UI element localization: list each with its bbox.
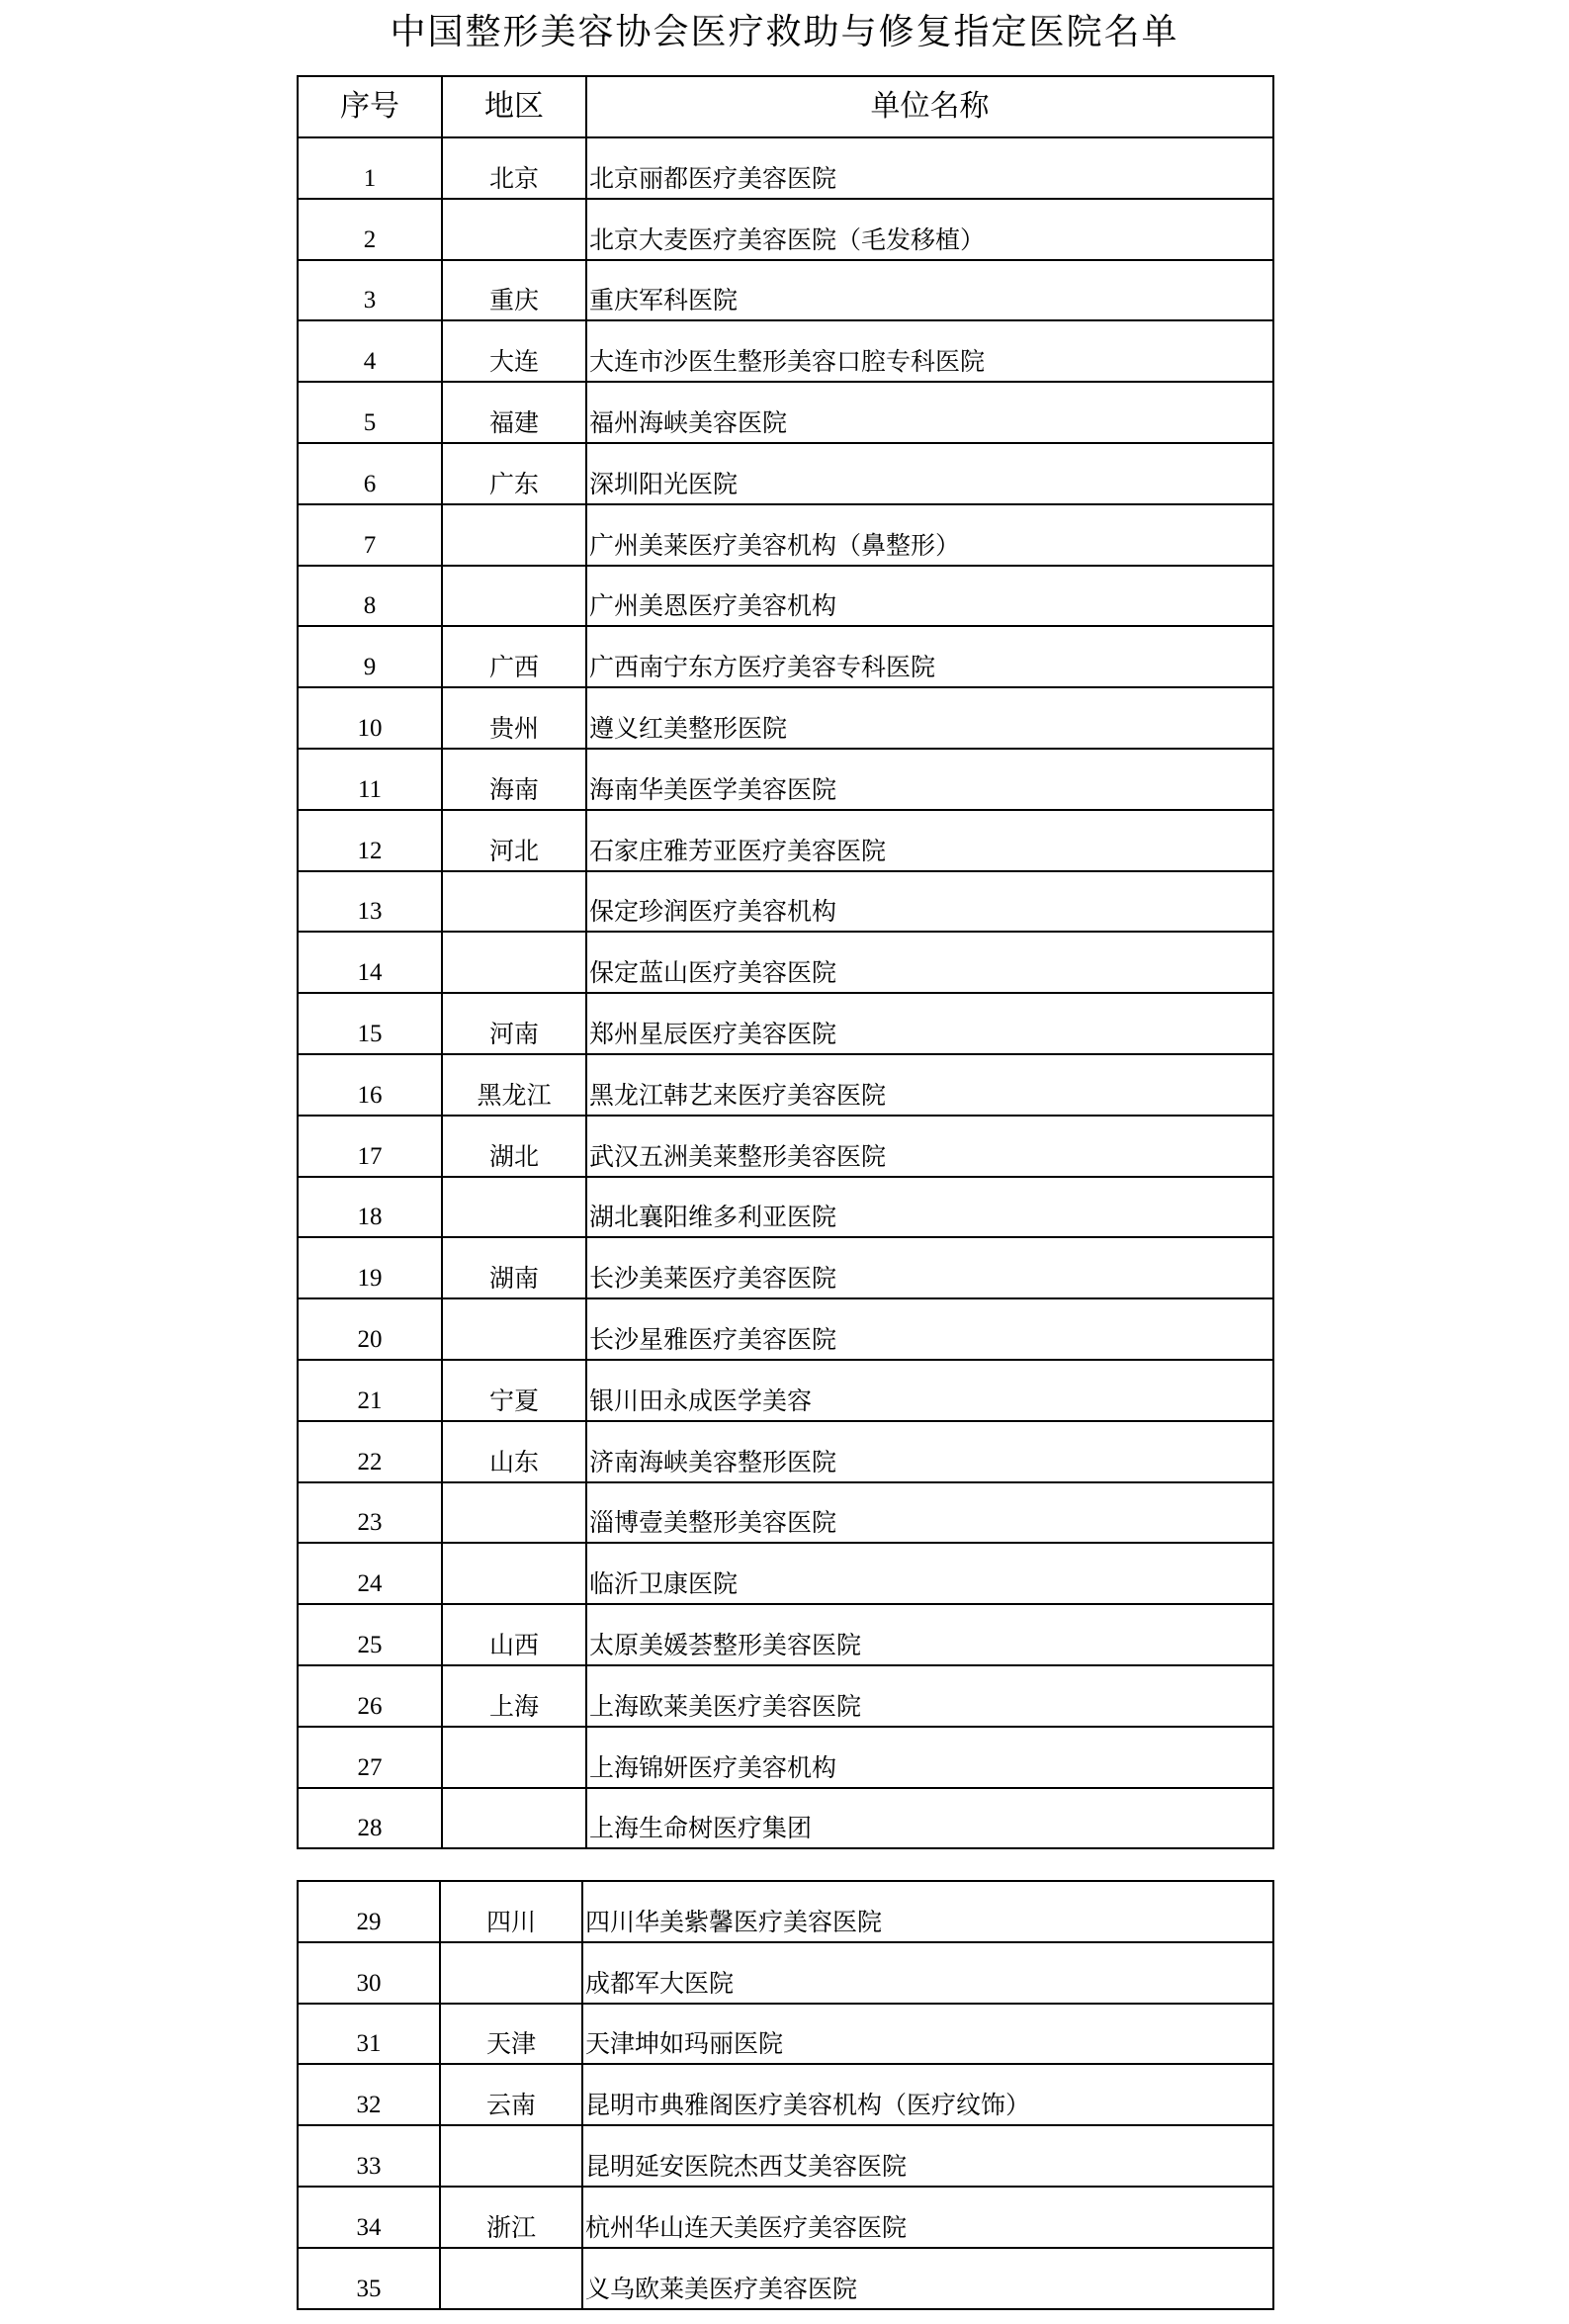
cell-region: 山东: [442, 1421, 586, 1482]
cell-number: 23: [298, 1482, 442, 1544]
cell-region: 海南: [442, 749, 586, 810]
cell-organization-name: 昆明延安医院杰西艾美容医院: [582, 2125, 1273, 2187]
cell-organization-name: 大连市沙医生整形美容口腔专科医院: [586, 320, 1273, 382]
cell-number: 26: [298, 1665, 442, 1727]
cell-number: 17: [298, 1116, 442, 1177]
cell-region: [442, 1298, 586, 1360]
cell-organization-name: 杭州华山连天美医疗美容医院: [582, 2187, 1273, 2248]
table-row: [298, 137, 1273, 199]
cell-number: 33: [298, 2125, 440, 2187]
table-row: [298, 626, 1273, 687]
cell-number: 25: [298, 1604, 442, 1665]
cell-number: 31: [298, 2004, 440, 2065]
table-row: [298, 1665, 1273, 1727]
cell-number: 32: [298, 2064, 440, 2125]
cell-organization-name: 湖北襄阳维多利亚医院: [586, 1177, 1273, 1238]
table-row: [298, 199, 1273, 260]
table-row: [298, 2187, 1273, 2248]
cell-number: 20: [298, 1298, 442, 1360]
cell-number: 28: [298, 1788, 442, 1849]
cell-organization-name: 成都军大医院: [582, 1942, 1273, 2004]
cell-number: 10: [298, 687, 442, 749]
cell-organization-name: 天津坤如玛丽医院: [582, 2004, 1273, 2065]
cell-organization-name: 石家庄雅芳亚医疗美容医院: [586, 810, 1273, 871]
table-row: [298, 1360, 1273, 1421]
table-row: [298, 260, 1273, 321]
cell-number: 24: [298, 1543, 442, 1604]
cell-region: 重庆: [442, 260, 586, 321]
cell-organization-name: 上海锦妍医疗美容机构: [586, 1727, 1273, 1788]
table-row: [298, 1543, 1273, 1604]
cell-organization-name: 北京丽都医疗美容医院: [586, 137, 1273, 199]
hospital-table-part-2: [297, 1880, 1274, 2310]
table-row: [298, 2248, 1273, 2309]
cell-number: 14: [298, 932, 442, 993]
cell-region: 湖北: [442, 1116, 586, 1177]
cell-number: 11: [298, 749, 442, 810]
cell-region: [442, 1543, 586, 1604]
cell-region: 浙江: [440, 2187, 582, 2248]
cell-region: [442, 932, 586, 993]
table-row: [298, 1116, 1273, 1177]
cell-organization-name: 北京大麦医疗美容医院（毛发移植）: [586, 199, 1273, 260]
cell-number: 35: [298, 2248, 440, 2309]
cell-region: 山西: [442, 1604, 586, 1665]
cell-organization-name: 四川华美紫馨医疗美容医院: [582, 1881, 1273, 1942]
cell-region: [442, 1788, 586, 1849]
cell-organization-name: 临沂卫康医院: [586, 1543, 1273, 1604]
cell-number: 1: [298, 137, 442, 199]
cell-region: [440, 2248, 582, 2309]
cell-organization-name: 长沙星雅医疗美容医院: [586, 1298, 1273, 1360]
cell-region: [442, 566, 586, 627]
table-body-part-1: [298, 137, 1273, 1848]
cell-organization-name: 上海生命树医疗集团: [586, 1788, 1273, 1849]
table-row: [298, 320, 1273, 382]
cell-organization-name: 深圳阳光医院: [586, 443, 1273, 504]
cell-region: 宁夏: [442, 1360, 586, 1421]
cell-region: 上海: [442, 1665, 586, 1727]
table-row: [298, 566, 1273, 627]
table-row: [298, 993, 1273, 1054]
cell-organization-name: 广州美莱医疗美容机构（鼻整形）: [586, 504, 1273, 566]
cell-number: 3: [298, 260, 442, 321]
table-row: [298, 1421, 1273, 1482]
cell-organization-name: 保定珍润医疗美容机构: [586, 871, 1273, 933]
cell-region: 广西: [442, 626, 586, 687]
table-row: [298, 1237, 1273, 1298]
cell-number: 16: [298, 1054, 442, 1116]
cell-organization-name: 郑州星辰医疗美容医院: [586, 993, 1273, 1054]
cell-region: 天津: [440, 2004, 582, 2065]
table-row: [298, 2004, 1273, 2065]
table-row: [298, 1482, 1273, 1544]
cell-organization-name: 义乌欧莱美医疗美容医院: [582, 2248, 1273, 2309]
cell-number: 2: [298, 199, 442, 260]
cell-organization-name: 广州美恩医疗美容机构: [586, 566, 1273, 627]
cell-number: 9: [298, 626, 442, 687]
cell-number: 6: [298, 443, 442, 504]
cell-region: [442, 199, 586, 260]
table-row: [298, 871, 1273, 933]
table-body-part-2: [298, 1881, 1273, 2309]
table-row: [298, 810, 1273, 871]
table-row: [298, 932, 1273, 993]
table-row: [298, 749, 1273, 810]
cell-region: [440, 2125, 582, 2187]
cell-number: 4: [298, 320, 442, 382]
cell-organization-name: 银川田永成医学美容: [586, 1360, 1273, 1421]
cell-region: 黑龙江: [442, 1054, 586, 1116]
cell-organization-name: 遵义红美整形医院: [586, 687, 1273, 749]
cell-number: 22: [298, 1421, 442, 1482]
cell-number: 15: [298, 993, 442, 1054]
document-title: 中国整形美容协会医疗救助与修复指定医院名单: [390, 12, 1179, 52]
table-header-row: [298, 76, 1273, 137]
cell-region: [442, 871, 586, 933]
cell-region: 广东: [442, 443, 586, 504]
table-row: [298, 1727, 1273, 1788]
table-row: [298, 1177, 1273, 1238]
cell-number: 8: [298, 566, 442, 627]
cell-region: [442, 504, 586, 566]
cell-region: [442, 1482, 586, 1544]
cell-organization-name: 武汉五洲美莱整形美容医院: [586, 1116, 1273, 1177]
cell-number: 34: [298, 2187, 440, 2248]
hospital-table-part-1: [297, 75, 1274, 1849]
cell-number: 18: [298, 1177, 442, 1238]
cell-organization-name: 上海欧莱美医疗美容医院: [586, 1665, 1273, 1727]
cell-region: 湖南: [442, 1237, 586, 1298]
cell-region: [442, 1727, 586, 1788]
cell-region: 河北: [442, 810, 586, 871]
cell-number: 19: [298, 1237, 442, 1298]
table-row: [298, 1054, 1273, 1116]
cell-organization-name: 昆明市典雅阁医疗美容机构（医疗纹饰）: [582, 2064, 1273, 2125]
column-header-number: 序号: [298, 76, 442, 137]
cell-region: 北京: [442, 137, 586, 199]
cell-region: [440, 1942, 582, 2004]
table-row: [298, 2125, 1273, 2187]
table-row: [298, 1604, 1273, 1665]
cell-number: 7: [298, 504, 442, 566]
table-row: [298, 1942, 1273, 2004]
cell-organization-name: 海南华美医学美容医院: [586, 749, 1273, 810]
table-row: [298, 1788, 1273, 1849]
cell-organization-name: 福州海峡美容医院: [586, 382, 1273, 443]
cell-region: 贵州: [442, 687, 586, 749]
cell-organization-name: 淄博壹美整形美容医院: [586, 1482, 1273, 1544]
cell-organization-name: 太原美媛荟整形美容医院: [586, 1604, 1273, 1665]
cell-region: 四川: [440, 1881, 582, 1942]
cell-region: 福建: [442, 382, 586, 443]
column-header-organization-name: 单位名称: [586, 76, 1273, 137]
table-row: [298, 2064, 1273, 2125]
table-row: [298, 504, 1273, 566]
table-row: [298, 1298, 1273, 1360]
table-row: [298, 382, 1273, 443]
cell-number: 12: [298, 810, 442, 871]
cell-number: 21: [298, 1360, 442, 1421]
cell-number: 13: [298, 871, 442, 933]
cell-number: 29: [298, 1881, 440, 1942]
table-row: [298, 687, 1273, 749]
cell-number: 30: [298, 1942, 440, 2004]
cell-organization-name: 广西南宁东方医疗美容专科医院: [586, 626, 1273, 687]
cell-number: 27: [298, 1727, 442, 1788]
cell-region: 河南: [442, 993, 586, 1054]
cell-number: 5: [298, 382, 442, 443]
cell-region: 云南: [440, 2064, 582, 2125]
cell-organization-name: 济南海峡美容整形医院: [586, 1421, 1273, 1482]
table-row: [298, 443, 1273, 504]
table-row: [298, 1881, 1273, 1942]
cell-organization-name: 保定蓝山医疗美容医院: [586, 932, 1273, 993]
cell-region: 大连: [442, 320, 586, 382]
cell-region: [442, 1177, 586, 1238]
column-header-region: 地区: [442, 76, 586, 137]
cell-organization-name: 重庆军科医院: [586, 260, 1273, 321]
cell-organization-name: 黑龙江韩艺来医疗美容医院: [586, 1054, 1273, 1116]
cell-organization-name: 长沙美莱医疗美容医院: [586, 1237, 1273, 1298]
